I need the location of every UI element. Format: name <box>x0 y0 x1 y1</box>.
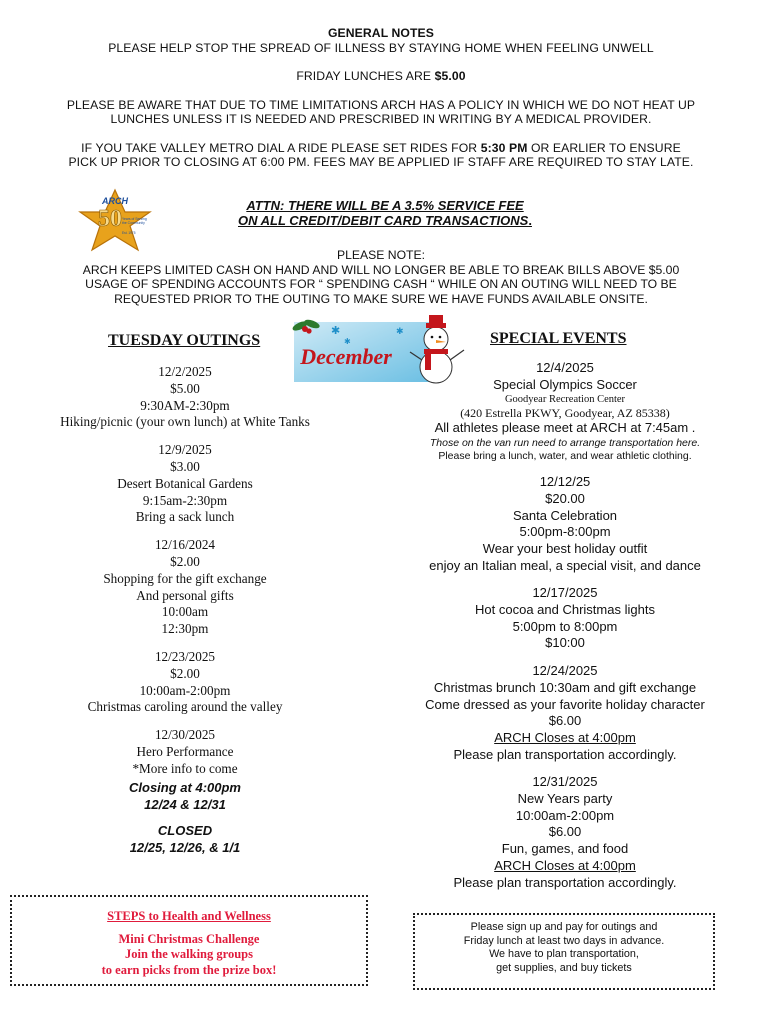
closing-dates: 12/24 & 12/31 <box>144 796 226 812</box>
outing-time: 12:30pm <box>161 621 209 637</box>
star-logo-icon <box>70 188 160 254</box>
metro-line1 <box>0 141 762 156</box>
event-item <box>385 360 745 463</box>
outing-desc: Shopping for the gift exchange <box>103 570 267 586</box>
early-closing <box>0 780 370 813</box>
event-date: 12/31/2025 <box>532 774 598 790</box>
event-title: Hot cocoa and Christmas lights <box>475 602 655 618</box>
please-note-title: PLEASE NOTE: <box>336 248 426 262</box>
steps-line1: Mini Christmas Challenge <box>118 931 260 946</box>
event-time: 5:00pm to 8:00pm <box>512 618 618 634</box>
closing-title: Closing at 4:00pm <box>129 780 241 795</box>
metro-suffix: OR EARLIER TO ENSURE <box>527 140 681 155</box>
attn-line2-end: . <box>528 213 532 228</box>
outing-note: Bring a sack lunch <box>135 509 235 525</box>
heating-policy-line1: PLEASE BE AWARE THAT DUE TO TIME LIMITATIONS ARCH HAS A POLICY IN WHICH WE DO NOT HEAT UP <box>66 97 696 112</box>
outing-desc: Christmas caroling around the valley <box>87 699 283 715</box>
closed-days <box>0 823 370 856</box>
signup-line1: Please sign up and pay for outings and <box>470 921 658 933</box>
event-desc: Wear your best holiday outfit <box>482 540 648 556</box>
steps-wellness-box <box>10 895 368 986</box>
event-item <box>385 663 745 763</box>
logo-tagline-1: Years of Serving <box>122 217 147 221</box>
banner-text: December <box>300 344 392 369</box>
event-desc: Come dressed as your favorite holiday character <box>425 696 705 712</box>
logo-number: 50 <box>98 206 122 232</box>
event-item <box>385 774 745 891</box>
metro-prefix: IF YOU TAKE VALLEY METRO DIAL A RIDE PLEASE SET RIDES FOR <box>81 140 481 155</box>
outing-item <box>0 649 370 716</box>
svg-text:✱: ✱ <box>396 327 404 337</box>
event-van-note: Those on the van run need to arrange transportation here. <box>429 437 701 450</box>
please-note-line1: ARCH KEEPS LIMITED CASH ON HAND AND WILL NO LONGER BE ABLE TO BREAK BILLS ABOVE $5.00 <box>82 262 680 277</box>
outing-item <box>0 537 370 638</box>
general-notes-title: GENERAL NOTES <box>327 26 435 40</box>
tuesday-outings-heading: TUESDAY OUTINGS <box>108 332 261 349</box>
event-date: 12/4/2025 <box>536 360 594 375</box>
event-bring: Please bring a lunch, water, and wear athletic clothing. <box>438 450 692 463</box>
event-transport: Please plan transportation accordingly. <box>453 874 677 890</box>
metro-line2: PICK UP PRIOR TO CLOSING AT 6:00 PM. FEES MAY BE APPLIED IF STAFF ARE REQUIRED TO STAY LATE. <box>68 155 694 169</box>
logo-est: Est. 1975 <box>122 231 136 235</box>
outing-date: 12/9/2025 <box>158 442 212 458</box>
please-note <box>0 248 762 306</box>
event-desc: Christmas brunch 10:30am and gift exchange <box>433 679 697 695</box>
event-closes: ARCH Closes at 4:00pm <box>494 729 636 745</box>
tuesday-outings-list <box>0 364 370 789</box>
outing-date: 12/30/2025 <box>154 727 216 743</box>
general-notes <box>0 26 762 170</box>
event-price: $6.00 <box>548 824 582 840</box>
outing-date: 12/2/2025 <box>158 364 212 379</box>
svg-text:✱: ✱ <box>344 337 351 346</box>
heating-policy-line2: LUNCHES UNLESS IT IS NEEDED AND PRESCRIBED IN WRITING BY A MEDICAL PROVIDER. <box>110 112 652 126</box>
outing-item <box>0 364 370 431</box>
logo-brand: ARCH <box>102 196 128 206</box>
outing-desc: And personal gifts <box>136 587 234 603</box>
closed-title: CLOSED <box>157 823 213 838</box>
special-events-heading: SPECIAL EVENTS <box>490 330 627 347</box>
arch-50-logo <box>70 188 160 254</box>
event-title: New Years party <box>517 791 613 807</box>
event-date: 12/17/2025 <box>532 585 598 601</box>
event-item <box>385 585 745 652</box>
outing-time: 9:15am-2:30pm <box>142 492 228 508</box>
outing-note: *More info to come <box>132 760 238 776</box>
signup-notice-box <box>413 913 715 990</box>
outing-time: 9:30AM-2:30pm <box>140 397 230 413</box>
logo-tagline-2: the Community <box>122 221 145 225</box>
outing-price: $2.00 <box>170 553 200 569</box>
friday-lunch-text: FRIDAY LUNCHES ARE <box>296 69 435 83</box>
event-time: 5:00pm-8:00pm <box>519 524 611 540</box>
outing-place: Desert Botanical Gardens <box>117 475 253 491</box>
please-note-line3: REQUESTED PRIOR TO THE OUTING TO MAKE SURE WE HAVE FUNDS AVAILABLE ONSITE. <box>114 291 648 306</box>
event-price: $20.00 <box>545 490 585 506</box>
event-price: $10:00 <box>545 635 585 651</box>
closed-dates: 12/25, 12/26, & 1/1 <box>129 839 241 855</box>
signup-line3: We have to plan transportation, <box>489 948 639 960</box>
event-title: Santa Celebration <box>512 507 618 523</box>
attn-line2-wrap <box>205 213 565 228</box>
steps-line3: to earn picks from the prize box! <box>101 962 277 977</box>
outing-price: $2.00 <box>170 665 200 681</box>
outing-desc: Hero Performance <box>136 743 234 759</box>
friday-lunch-price: $5.00 <box>434 69 466 83</box>
special-events-list <box>385 360 745 902</box>
signup-line4: get supplies, and buy tickets <box>496 961 632 974</box>
outing-date: 12/16/2024 <box>154 537 216 553</box>
svg-text:✱: ✱ <box>331 324 341 337</box>
outing-item <box>0 727 370 777</box>
event-time: 10:00am-2:00pm <box>515 807 615 823</box>
steps-line2: Join the walking groups <box>125 947 253 961</box>
outing-price: $5.00 <box>170 380 200 396</box>
friday-lunch-notice <box>0 69 762 84</box>
outing-time: 10:00am <box>161 604 209 620</box>
event-desc: Fun, games, and food <box>501 841 629 857</box>
event-date: 12/24/2025 <box>532 663 598 679</box>
outing-price: $3.00 <box>170 458 200 474</box>
event-venue: Goodyear Recreation Center <box>504 394 626 406</box>
illness-notice: PLEASE HELP STOP THE SPREAD OF ILLNESS BY STAYING HOME WHEN FEELING UNWELL <box>108 40 654 55</box>
event-title: Special Olympics Soccer <box>493 376 637 392</box>
event-meet: All athletes please meet at ARCH at 7:45am . <box>434 420 696 436</box>
event-transport: Please plan transportation accordingly. <box>453 746 677 762</box>
closing-notices <box>0 780 370 866</box>
please-note-line2: USAGE OF SPENDING ACCOUNTS FOR “ SPENDING CASH “ WHILE ON AN OUTING WILL NEED TO BE <box>85 277 677 291</box>
outing-date: 12/23/2025 <box>154 648 216 664</box>
outing-item <box>0 442 370 526</box>
event-item <box>385 474 745 574</box>
event-date: 12/12/25 <box>539 474 591 490</box>
outing-desc: Hiking/picnic (your own lunch) at White Tanks <box>60 414 310 430</box>
event-desc: enjoy an Italian meal, a special visit, and dance <box>429 557 701 573</box>
signup-line2: Friday lunch at least two days in advance. <box>463 934 665 947</box>
attn-line1: ATTN: THERE WILL BE A 3.5% SERVICE FEE <box>246 198 524 213</box>
metro-time: 5:30 PM <box>480 140 528 155</box>
event-closes: ARCH Closes at 4:00pm <box>494 857 636 873</box>
attn-line2: ON ALL CREDIT/DEBIT CARD TRANSACTIONS <box>238 213 529 228</box>
steps-title: STEPS to Health and Wellness <box>107 909 271 923</box>
event-price: $6.00 <box>548 713 582 729</box>
service-fee-notice <box>205 198 565 228</box>
outing-time: 10:00am-2:00pm <box>139 682 231 698</box>
event-address: (420 Estrella PKWY, Goodyear, AZ 85338) <box>460 406 670 421</box>
